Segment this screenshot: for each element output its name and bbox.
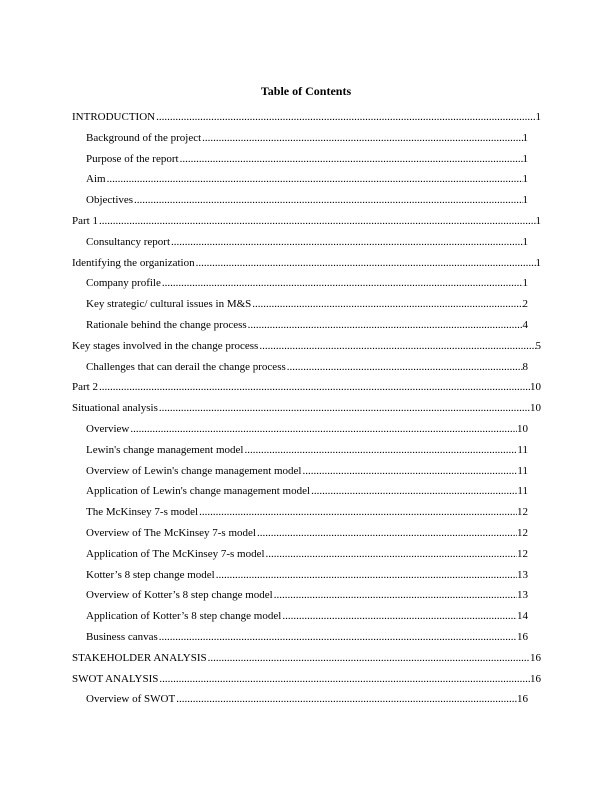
dot-leader <box>266 547 517 561</box>
dot-leader <box>248 318 523 332</box>
toc-entry[interactable] <box>72 360 528 381</box>
toc-entry[interactable] <box>72 235 528 256</box>
toc-list <box>72 110 541 713</box>
toc-entry-text: Consultancy report <box>86 235 171 248</box>
dot-leader <box>199 505 517 519</box>
toc-entry[interactable] <box>72 422 528 443</box>
toc-entry-page: 13 <box>517 568 528 581</box>
toc-entry-page: 14 <box>517 610 528 623</box>
toc-entry-page: 16 <box>517 630 528 643</box>
toc-entry-text: Overview of SWOT <box>86 693 176 706</box>
dot-leader <box>176 692 517 706</box>
dot-leader <box>196 256 536 270</box>
toc-entry-page: 1 <box>522 194 528 207</box>
dot-leader <box>259 339 535 353</box>
toc-entry-text: Key strategic/ cultural issues in M&S <box>86 298 252 311</box>
toc-entry-text: Application of Kotter’s 8 step change model <box>86 610 282 623</box>
toc-entry[interactable] <box>72 609 528 630</box>
toc-entry-page: 13 <box>517 589 528 602</box>
toc-entry[interactable] <box>72 692 528 713</box>
toc-entry-page: 5 <box>535 339 541 352</box>
toc-entry-page: 16 <box>530 651 541 664</box>
toc-entry-page: 10 <box>530 402 541 415</box>
toc-entry-page: 11 <box>517 485 528 498</box>
toc-entry-page: 10 <box>517 422 528 435</box>
toc-entry-text: Background of the project <box>86 131 202 144</box>
toc-entry-text: Identifying the organization <box>72 256 195 269</box>
toc-entry-page: 10 <box>530 381 541 394</box>
toc-entry-text: Objectives <box>86 194 134 207</box>
toc-entry-text: Overview <box>86 422 130 435</box>
toc-entry-page: 1 <box>535 111 541 123</box>
toc-entry-text: Purpose of the report <box>86 152 179 165</box>
toc-entry-text: Situational analysis <box>72 402 158 415</box>
dot-leader <box>99 214 536 228</box>
toc-entry[interactable] <box>72 568 528 589</box>
toc-entry[interactable] <box>72 256 541 277</box>
dot-leader <box>159 672 530 686</box>
toc-entry-text: Challenges that can derail the change process <box>86 360 286 373</box>
toc-entry[interactable] <box>72 172 528 193</box>
dot-leader <box>311 484 517 498</box>
dot-leader <box>159 401 530 415</box>
toc-title: Table of Contents <box>260 84 352 98</box>
dot-leader <box>130 422 517 436</box>
toc-entry[interactable] <box>72 131 528 152</box>
toc-entry[interactable] <box>72 214 541 235</box>
toc-entry-page: 12 <box>517 506 528 519</box>
toc-entry-text: Business canvas <box>86 630 158 643</box>
dot-leader <box>159 630 517 644</box>
toc-entry-text: SWOT ANALYSIS <box>72 672 159 685</box>
toc-entry[interactable] <box>72 276 528 297</box>
toc-entry[interactable] <box>72 505 528 526</box>
toc-entry-page: 8 <box>522 360 528 373</box>
toc-entry-text: Key stages involved in the change process <box>72 339 259 352</box>
toc-entry[interactable] <box>72 484 528 505</box>
toc-entry-page: 11 <box>517 443 528 456</box>
dot-leader <box>287 360 523 374</box>
toc-entry[interactable] <box>72 339 541 360</box>
toc-entry-text: STAKEHOLDER ANALYSIS <box>72 651 207 664</box>
toc-entry[interactable] <box>72 401 541 422</box>
dot-leader <box>162 276 523 290</box>
dot-leader <box>202 131 522 145</box>
toc-entry-page: 4 <box>522 318 528 331</box>
toc-entry-text: Application of Lewin's change management model <box>86 485 311 498</box>
toc-entry[interactable] <box>72 630 528 651</box>
dot-leader <box>244 443 517 457</box>
dot-leader <box>252 297 522 311</box>
toc-entry-text: Aim <box>86 173 106 186</box>
dot-leader <box>274 588 517 602</box>
toc-entry-text: Application of The McKinsey 7-s model <box>86 547 265 560</box>
toc-entry-page: 12 <box>517 547 528 560</box>
toc-entry-text: Part 1 <box>72 214 98 227</box>
toc-entry-text: Lewin's change management model <box>86 443 244 456</box>
dot-leader <box>156 110 535 124</box>
toc-entry-page: 12 <box>517 526 528 539</box>
toc-entry-text: Company profile <box>86 277 161 290</box>
toc-entry[interactable] <box>72 318 528 339</box>
toc-entry-page: 16 <box>517 693 528 706</box>
toc-entry[interactable] <box>72 297 528 318</box>
toc-entry-text: Rationale behind the change process <box>86 318 247 331</box>
toc-entry[interactable] <box>72 526 528 547</box>
dot-leader <box>180 152 523 166</box>
toc-entry-page: 1 <box>522 235 528 248</box>
toc-entry-text: Overview of Kotter’s 8 step change model <box>86 589 273 602</box>
toc-entry-page: 11 <box>517 464 528 477</box>
toc-entry-page: 2 <box>522 298 528 311</box>
toc-entry-text: Overview of The McKinsey 7-s model <box>86 526 256 539</box>
dot-leader <box>303 464 518 478</box>
toc-entry-page: 1 <box>535 256 541 269</box>
toc-entry-page: 1 <box>522 152 528 165</box>
dot-leader <box>282 609 517 623</box>
toc-entry-page: 1 <box>522 277 528 290</box>
dot-leader <box>107 172 523 186</box>
toc-entry-text: Kotter’s 8 step change model <box>86 568 215 581</box>
toc-entry[interactable] <box>72 152 528 173</box>
toc-entry-text: The McKinsey 7-s model <box>86 506 199 519</box>
dot-leader <box>99 380 530 394</box>
toc-entry[interactable] <box>72 443 528 464</box>
toc-entry-page: 16 <box>530 672 541 685</box>
toc-entry-text: INTRODUCTION <box>72 111 156 123</box>
dot-leader <box>257 526 517 540</box>
toc-entry[interactable] <box>72 651 541 672</box>
toc-entry-page: 1 <box>535 214 541 227</box>
toc-entry-page: 1 <box>522 173 528 186</box>
dot-leader <box>216 568 517 582</box>
toc-entry[interactable] <box>72 380 541 401</box>
toc-entry-page: 1 <box>522 131 528 144</box>
toc-entry[interactable] <box>72 110 541 131</box>
toc-entry-text: Part 2 <box>72 381 98 394</box>
toc-entry[interactable] <box>72 193 528 214</box>
dot-leader <box>208 651 530 665</box>
toc-entry[interactable] <box>72 672 541 693</box>
dot-leader <box>134 193 522 207</box>
toc-entry-text: Overview of Lewin's change management model <box>86 464 302 477</box>
toc-entry[interactable] <box>72 547 528 568</box>
toc-entry[interactable] <box>72 464 528 485</box>
dot-leader <box>171 235 522 249</box>
toc-entry[interactable] <box>72 588 528 609</box>
